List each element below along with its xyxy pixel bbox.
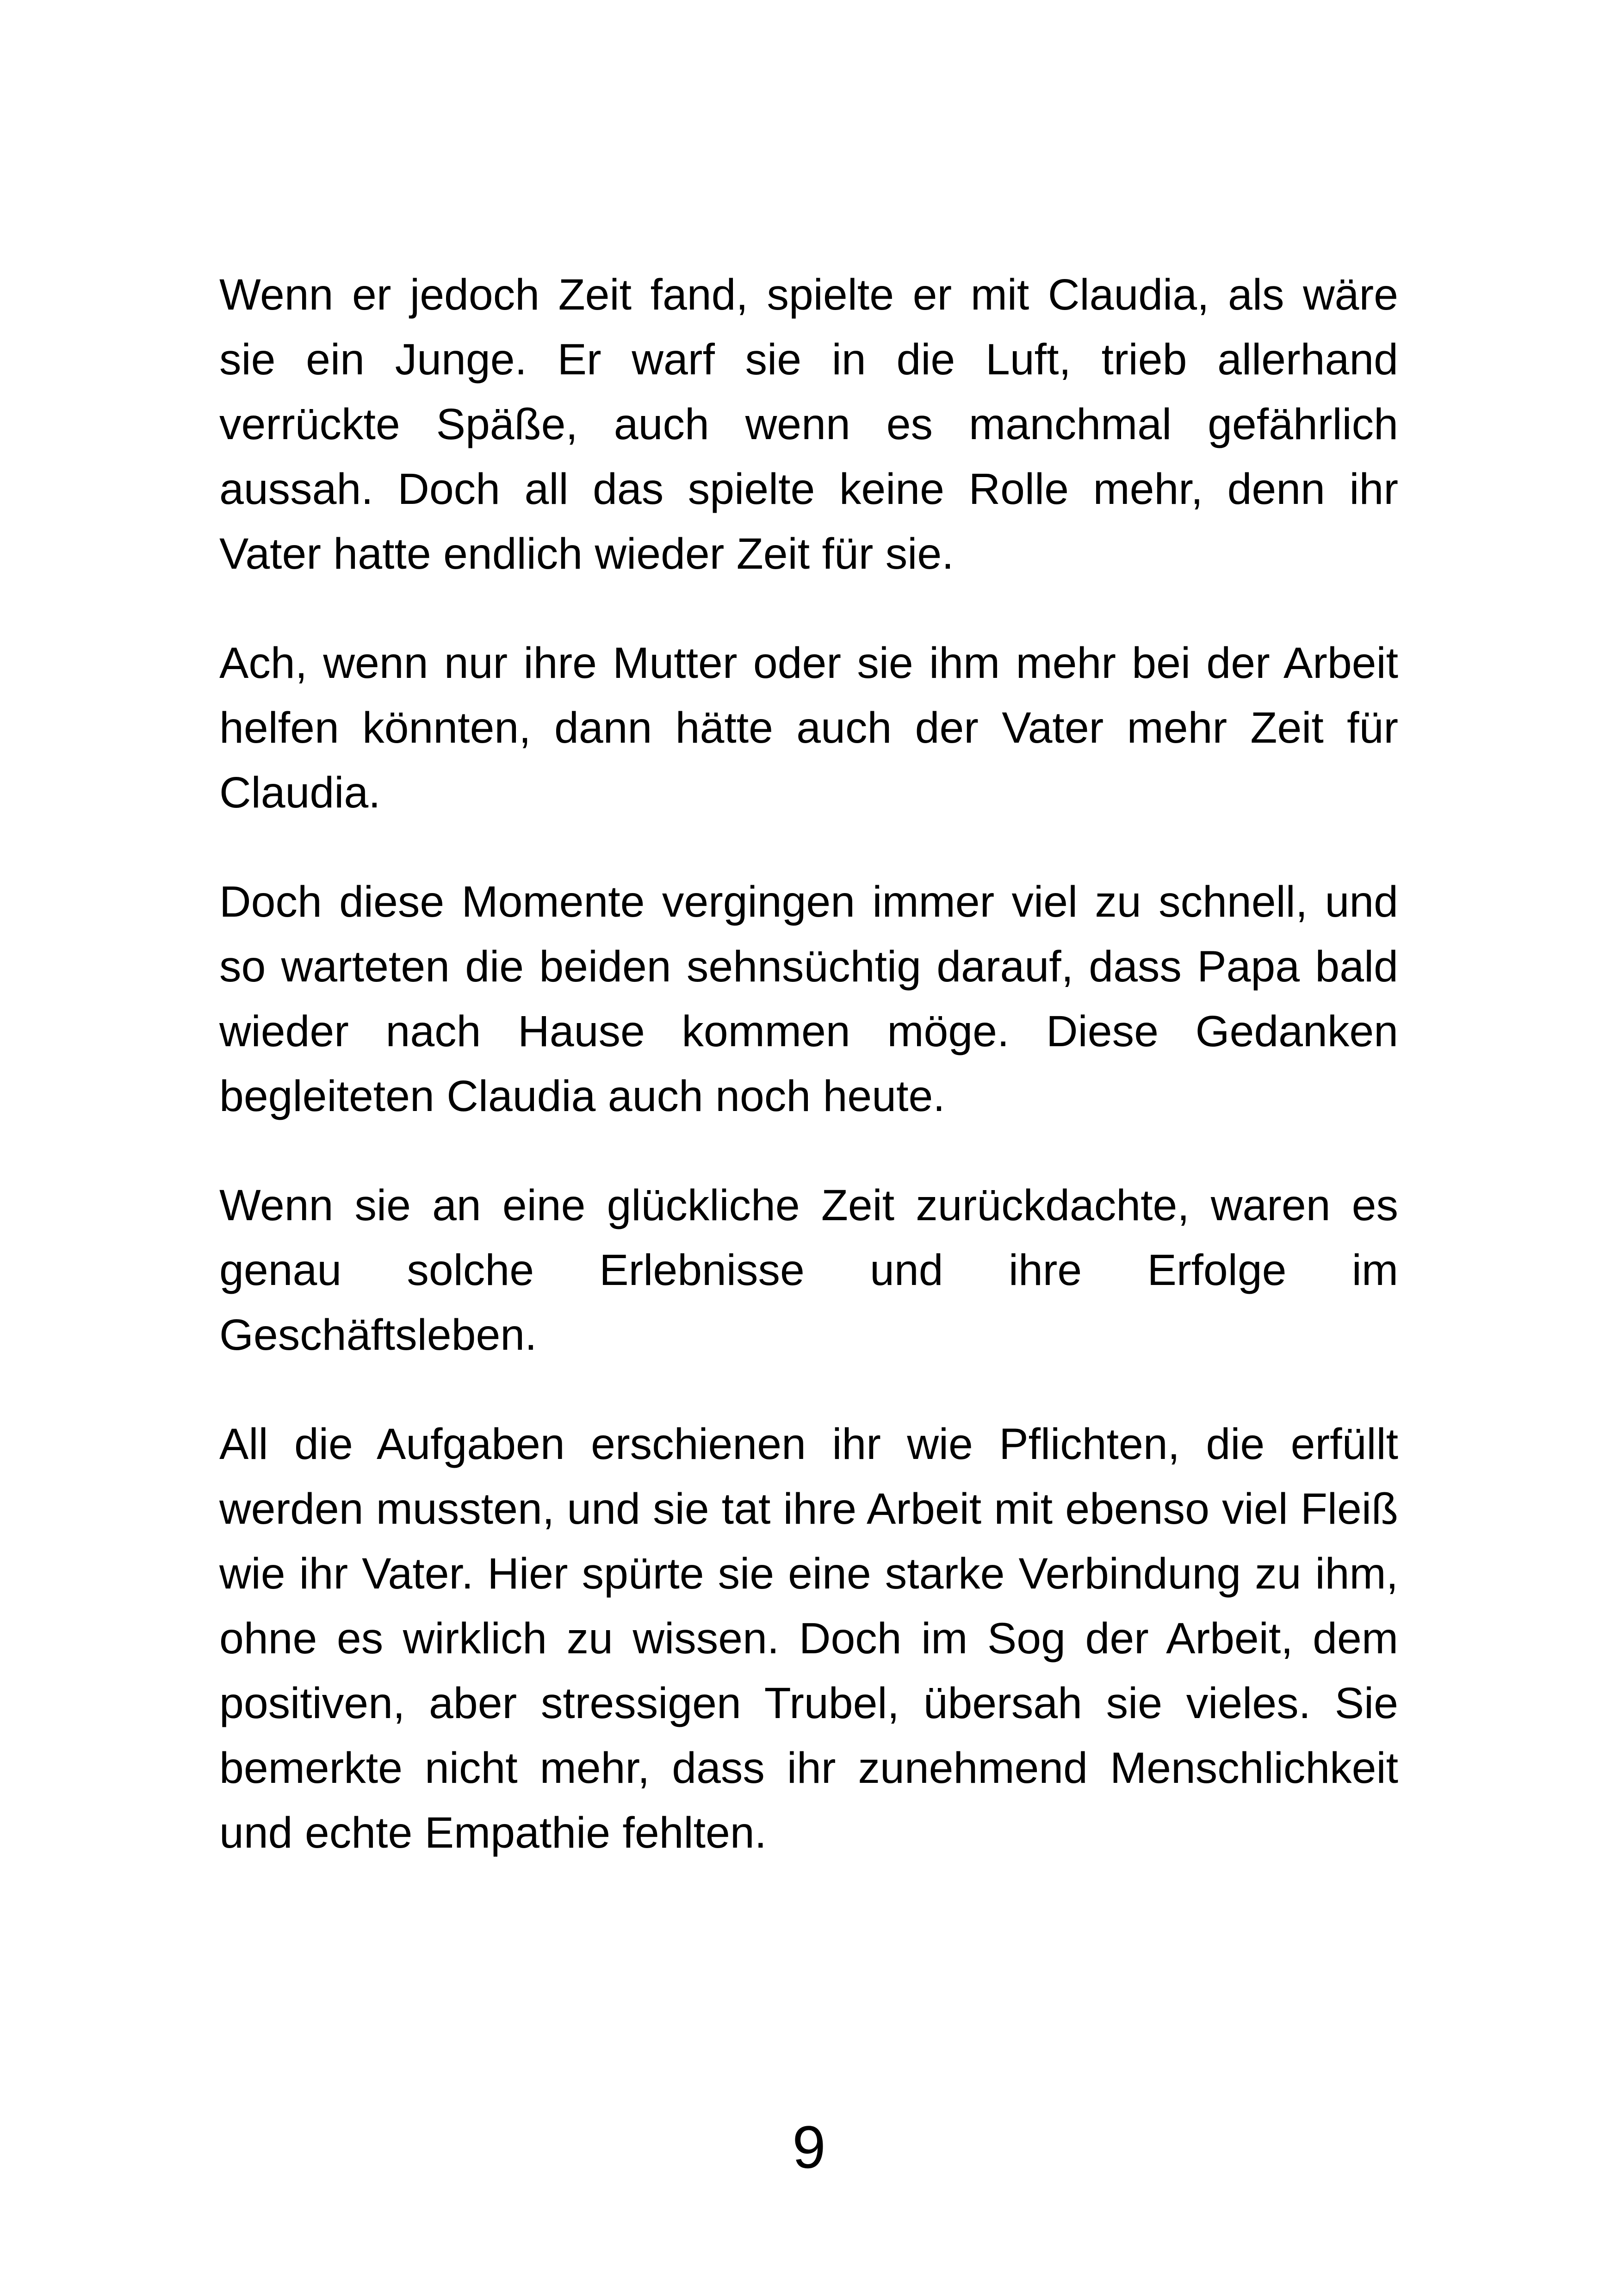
paragraph-5: All die Aufgaben erschienen ihr wie Pflichten, die erfüllt werden mussten, und sie tat ihre Arbeit mit ebenso viel Fleiß wie ihr Vater. Hier spürte sie eine starke Verbindung zu ihm, ohne es wirklich zu wissen. Doch im Sog der Arbeit, dem positiven, aber stressigen Trubel, übersah sie vieles. Sie bemerkte nicht mehr, dass ihr zunehmend Menschlichkeit und echte Empathie fehlten. <box>219 1420 1398 1857</box>
paragraph-2: Ach, wenn nur ihre Mutter oder sie ihm mehr bei der Arbeit helfen könnten, dann hätte auch der Vater mehr Zeit für Claudia. <box>219 639 1398 817</box>
paragraph-4: Wenn sie an eine glückliche Zeit zurückdachte, waren es genau solche Erlebnisse und ihre Erfolge im Geschäftsleben. <box>219 1181 1398 1359</box>
paragraph-1: Wenn er jedoch Zeit fand, spielte er mit Claudia, als wäre sie ein Junge. Er warf sie in die Luft, trieb allerhand verrückte Späße, auch wenn es manchmal gefährlich aussah. Doch all das spielte keine Rolle mehr, denn ihr Vater hatte endlich wieder Zeit für sie. <box>219 270 1398 578</box>
body-text <box>219 262 1398 1865</box>
page-number: 9 <box>792 2113 826 2181</box>
paragraph-3: Doch diese Momente vergingen immer viel zu schnell, und so warteten die beiden sehnsüchtig darauf, dass Papa bald wieder nach Hause kommen möge. Diese Gedanken begleiteten Claudia auch noch heute. <box>219 877 1398 1121</box>
